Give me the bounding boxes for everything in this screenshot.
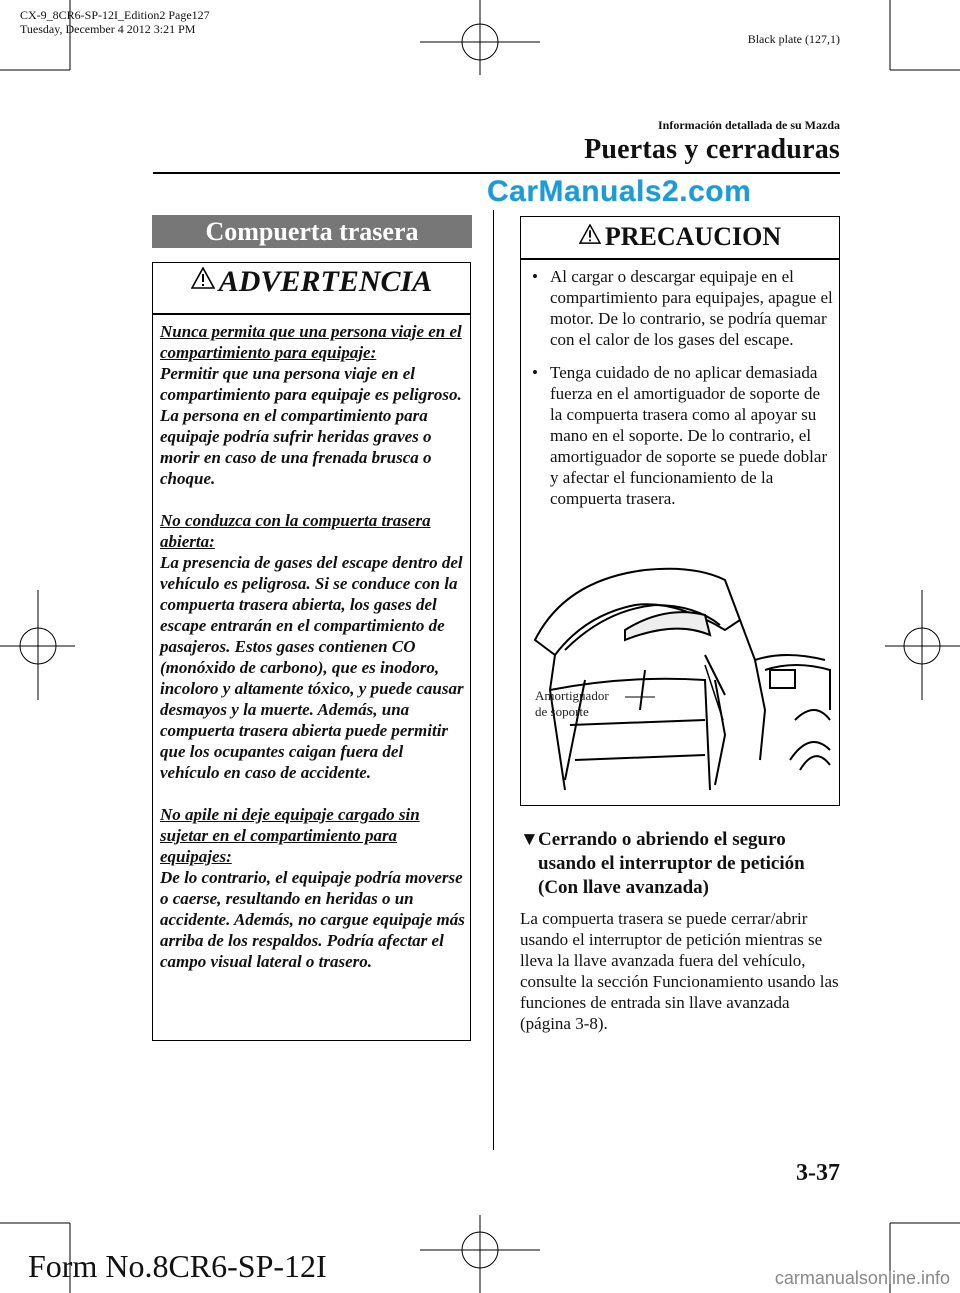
site-watermark: carmanualsonline.info (774, 1268, 950, 1288)
liftgate-illustration (525, 560, 835, 802)
warning-body (160, 321, 465, 993)
caution-item-text: Tenga cuidado de no aplicar demasiada fuerza en el amortiguador de soporte de la compuerta trasera como al apoyar su mano en el soporte. De lo contrario, el amortiguador de soporte se puede doblar y afectar el funcionamiento de la compuerta trasera. (550, 363, 828, 508)
body-paragraph: La compuerta trasera se puede cerrar/abrir usando el interruptor de petición mientras se lleva la llave avanzada fuera del vehículo, consulte la sección Funcionamiento usando las funciones de entrada sin llave avanzada (página 3-8). (520, 909, 839, 1033)
print-info (20, 8, 210, 36)
figure-callout-label (535, 688, 609, 720)
warning-triangle-icon (579, 224, 601, 244)
warning-triangle-icon (191, 267, 215, 289)
header-rule (153, 172, 840, 174)
figure-callout-line1: Amortiguador (535, 688, 609, 703)
section-heading-bar: Compuerta trasera (152, 215, 472, 248)
triangle-marker-icon: ▼ (520, 829, 539, 850)
warning-item (160, 804, 465, 972)
caution-header-rule (520, 258, 840, 260)
warning-item-title: Nunca permita que una persona viaje en el compartimiento para equipaje: (160, 322, 462, 362)
warning-item-text: Permitir que una persona viaje en el compartimiento para equipaje es peligroso. La persona en el compartimiento para equipaje podría sufrir heridas graves o morir en caso de una frenada brusca o choque. (160, 364, 462, 488)
print-info-line2: Tuesday, December 4 2012 3:21 PM (20, 22, 196, 36)
warning-item (160, 321, 465, 489)
page-number: 3-37 (796, 1160, 840, 1186)
caution-item (530, 362, 835, 509)
caution-body (530, 266, 835, 521)
subheading-text: Cerrando o abriendo el seguro usando el interruptor de petición (Con llave avanzada) (538, 829, 805, 898)
warning-item-title: No apile ni deje equipaje cargado sin sujetar en el compartimiento para equipajes: (160, 805, 420, 866)
subheading (520, 828, 840, 900)
caution-item (530, 266, 835, 350)
warning-item-title: No conduzca con la compuerta trasera abierta: (160, 511, 431, 551)
watermark: CarManuals2.com (487, 175, 752, 208)
warning-title: ADVERTENCIA (218, 265, 433, 298)
caution-header (520, 222, 840, 252)
plate-label: Black plate (127,1) (747, 32, 840, 46)
warning-item-text: La presencia de gases del escape dentro del vehículo es peligrosa. Si se conduce con la compuerta trasera abierta, los gases del escape entrarán en el compartimiento de pasajeros. Estos gases contienen CO (monóxido de carbono), que es inodoro, incoloro y altamente tóxico, y puede causar desmayos y la muerte. Además, una compuerta trasera abierta puede permitir que los ocupantes caigan fuera del vehículo en caso de accidente. (160, 553, 464, 782)
column-divider (493, 210, 494, 1150)
warning-header-rule (152, 313, 471, 315)
caution-item-text: Al cargar o descargar equipaje en el compartimiento para equipajes, apague el motor. De lo contrario, se podría quemar con el calor de los gases del escape. (550, 267, 833, 349)
warning-header (152, 265, 471, 299)
caution-title: PRECAUCION (604, 222, 782, 251)
bullet-icon: • (532, 363, 538, 382)
section-title: Puertas y cerraduras (584, 134, 840, 165)
section-subtitle: Información detallada de su Mazda (657, 118, 840, 132)
print-info-line1: CX-9_8CR6-SP-12I_Edition2 Page127 (20, 8, 210, 22)
bullet-icon: • (532, 267, 538, 286)
figure-callout-line2: de soporte (535, 704, 589, 719)
form-number: Form No.8CR6-SP-12I (28, 1248, 327, 1284)
warning-item-text: De lo contrario, el equipaje podría moverse o caerse, resultando en heridas o un accidente. Además, no cargue equipaje más arriba de los respaldos. Podría afectar el campo visual lateral o trasero. (160, 868, 465, 971)
warning-item (160, 510, 465, 783)
